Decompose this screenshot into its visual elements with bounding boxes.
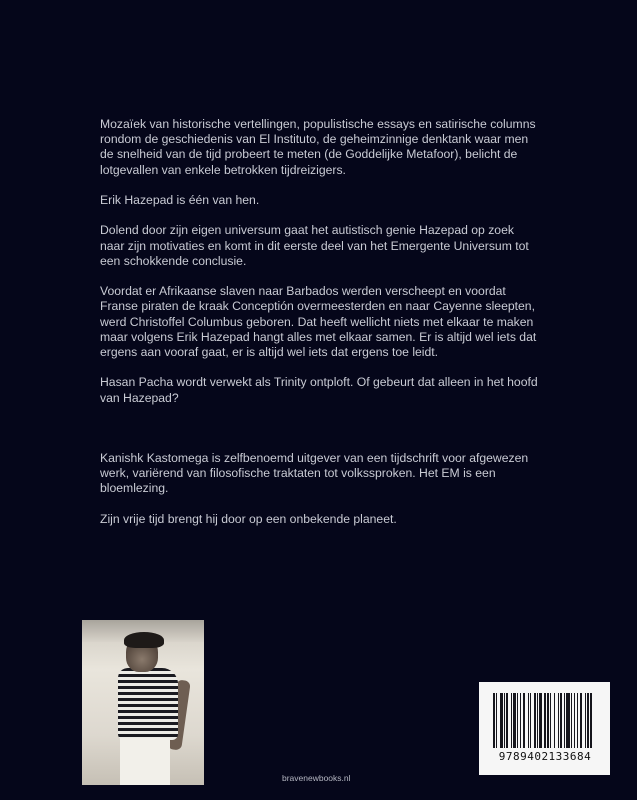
author-bio-paragraph: Kanishk Kastomega is zelfbenoemd uitgever van een tijdschrift voor afgewezen werk, variërend van filosofische traktaten tot volkssproken. Het EM is een bloemlezing.	[100, 450, 529, 496]
section-spacer	[100, 421, 540, 451]
back-cover-blurb	[100, 117, 540, 542]
barcode-bar	[592, 693, 594, 748]
author-photo	[82, 620, 204, 785]
blurb-paragraph: Dolend door zijn eigen universum gaat het autistisch genie Hazepad op zoek naar zijn motivaties en komt in dit eerste deel van het Emergente Universum tot een schokkende conclusie.	[100, 223, 529, 268]
photo-hair	[124, 632, 164, 648]
author-bio-paragraph: Zijn vrije tijd brengt hij door op een onbekende planeet.	[100, 511, 397, 526]
blurb-paragraph: Hasan Pacha wordt verwekt als Trinity ontploft. Of gebeurt dat alleen in het hoofd van Hazepad?	[100, 375, 538, 405]
isbn-number: 9789402133684	[498, 750, 592, 763]
photo-pants	[120, 738, 170, 785]
photo-striped-shirt	[118, 668, 178, 740]
publisher-url: bravenewbooks.nl	[282, 773, 351, 783]
blurb-paragraph: Voordat er Afrikaanse slaven naar Barbados werden verscheept en voordat Franse piraten de kraak Conceptión overmeesterden en naar Cayenne sleepten, werd Christoffel Columbus geboren. Dat heeft wellicht niets met elkaar te maken maar volgens Erik Hazepad hangt alles met elkaar samen. Er is altijd wel iets dat ergens aan vooraf gaat, er is altijd wel iets dat ergens toe leidt.	[100, 284, 537, 359]
blurb-paragraph: Mozaïek van historische vertellingen, populistische essays en satirische columns rondom de geschiedenis van El Instituto, de geheimzinnige denktank waar men de snelheid van de tijd probeert te meten (de Goddelijke Metafoor), belicht de lotgevallen van enkele betrokken tijdreizigers.	[100, 117, 536, 177]
barcode-bars	[493, 693, 597, 748]
blurb-paragraph: Erik Hazepad is één van hen.	[100, 193, 260, 207]
isbn-barcode	[479, 682, 610, 775]
